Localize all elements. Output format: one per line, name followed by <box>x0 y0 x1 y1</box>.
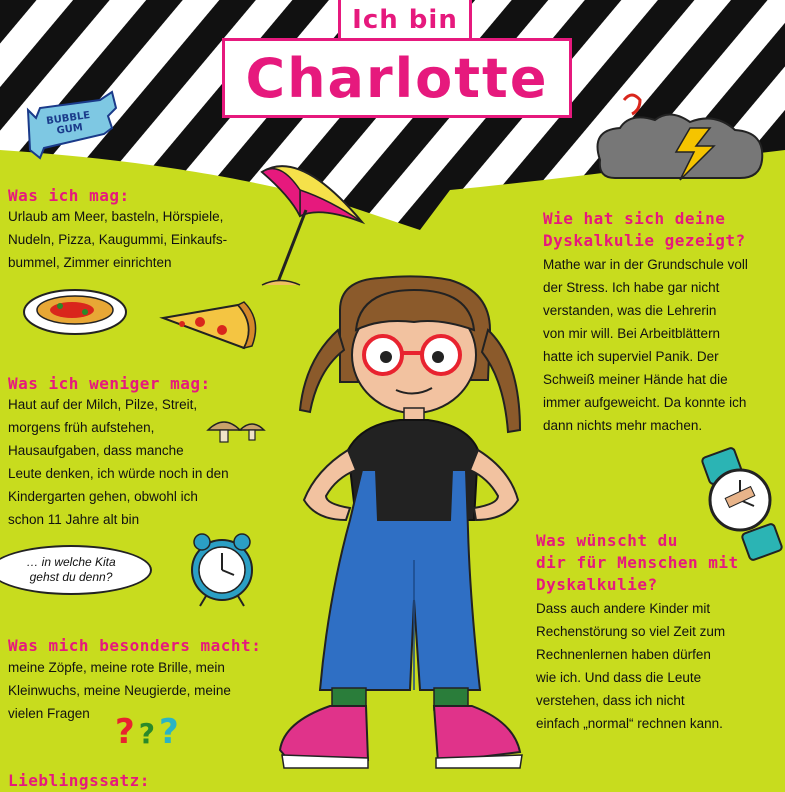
bubble-gum-label: BUBBLE GUM <box>45 110 91 137</box>
wish-text: Dass auch andere Kinder mit Rechenstörung so viel Zeit zum Rechnenlernen haben dürfen wie ich. Und dass die Leute verstehen, dass ich nicht einfach „normal“ rechnen kann. <box>536 601 726 731</box>
dyscalculia-text: Mathe war in der Grundschule voll der Stress. Ich habe gar nicht verstanden, was die Lehrerin von mir will. Bei Arbeitblättern hatte ich superviel Panik. Der Schweiß meiner Hände hat die immer aufgeweicht. Da konnte ich dann nichts mehr machen. <box>543 257 748 433</box>
girl-illustration <box>280 276 522 768</box>
question-marks-icon: ? ? ? <box>115 712 179 752</box>
favorite-sentence-heading: Lieblingssatz: <box>8 771 150 790</box>
likes-text: Urlaub am Meer, basteln, Hörspiele, Nudeln, Pizza, Kaugummi, Einkaufs- bummel, Zimmer einrichten <box>8 209 228 270</box>
likes-heading: Was ich mag: <box>8 186 130 205</box>
special-heading: Was mich besonders macht: <box>8 636 262 655</box>
dislikes-heading: Was ich weniger mag: <box>8 374 211 393</box>
page-title: Charlotte <box>245 46 549 110</box>
storm-cloud-icon <box>598 95 763 180</box>
dislikes-text: Haut auf der Milch, Pilze, Streit, morgens früh aufstehen, Hausaufgaben, dass manche Leute denken, ich würde noch in den Kindergarten gehen, obwohl ich schon 11 Jahre alt bin <box>8 397 229 527</box>
dyscalculia-heading: Wie hat sich deine Dyskalkulie gezeigt? <box>543 209 746 250</box>
alarm-clock-icon <box>192 534 252 606</box>
speech-bubble-text: … in welche Kita gehst du denn? <box>26 555 116 584</box>
title-small: Ich bin <box>352 5 458 35</box>
wish-heading: Was wünscht du dir für Menschen mit Dyskalkulie? <box>536 531 739 594</box>
pizza-slice-icon <box>163 302 256 348</box>
beach-umbrella-icon <box>262 166 362 285</box>
special-text: meine Zöpfe, meine rote Brille, mein Kleinwuchs, meine Neugierde, meine vielen Fragen <box>8 660 231 721</box>
pasta-plate-icon <box>24 290 126 334</box>
